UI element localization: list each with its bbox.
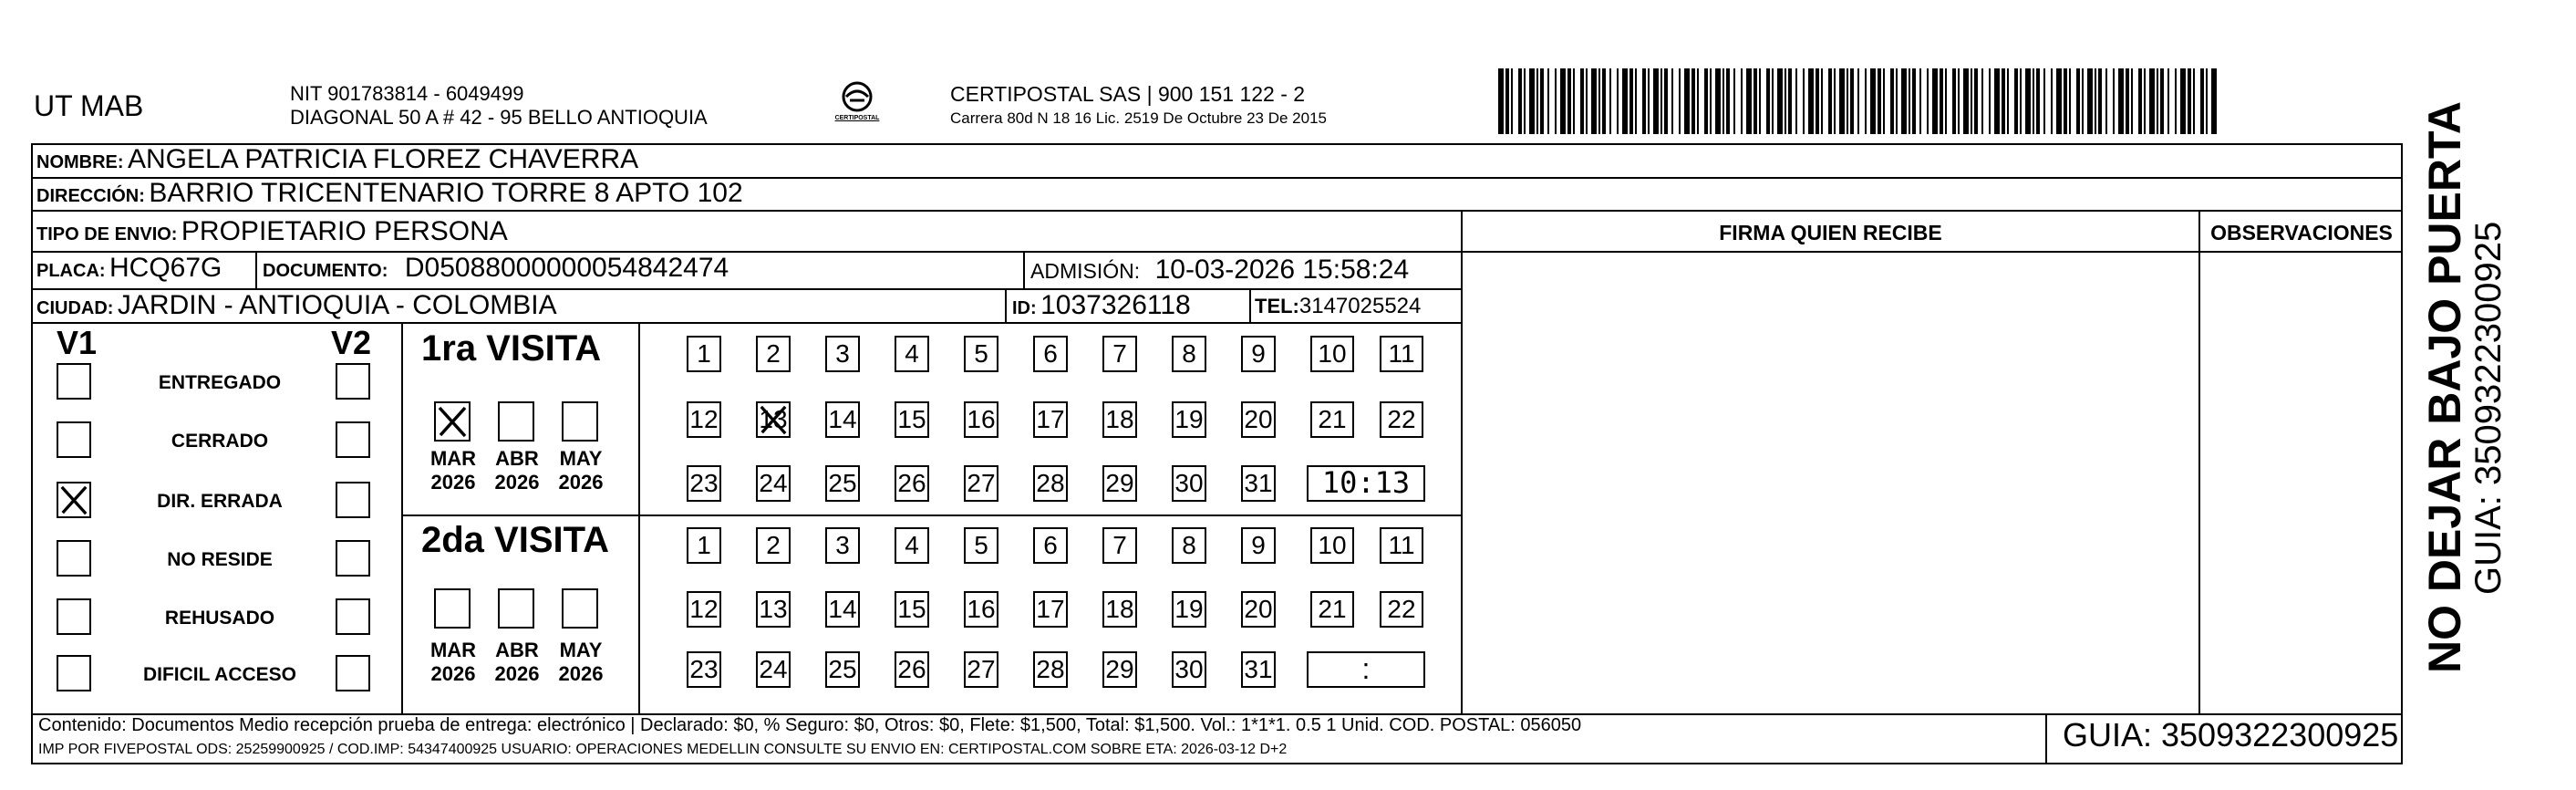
day-box[interactable]: 26 bbox=[895, 465, 929, 502]
name-field bbox=[36, 144, 638, 175]
admission-label: ADMISIÓN: bbox=[1030, 259, 1141, 283]
day-box[interactable]: 24 bbox=[756, 465, 791, 502]
id-label: ID: bbox=[1012, 298, 1037, 318]
day-box[interactable]: 14 bbox=[825, 591, 860, 628]
day-box[interactable]: 10 bbox=[1310, 336, 1354, 372]
day-box[interactable]: 28 bbox=[1033, 465, 1068, 502]
side-guide-number: GUIA: 3509322300925 bbox=[2468, 221, 2509, 595]
day-box[interactable]: 19 bbox=[1172, 401, 1206, 438]
time-box[interactable]: 10:13 bbox=[1307, 465, 1425, 502]
name-value: ANGELA PATRICIA FLOREZ CHAVERRA bbox=[128, 144, 639, 174]
courier-name: CERTIPOSTAL SAS | 900 151 122 - 2 bbox=[950, 82, 1306, 106]
company-address: DIAGONAL 50 A # 42 - 95 BELLO ANTIOQUIA bbox=[290, 106, 708, 129]
month-label: MAR bbox=[429, 639, 477, 661]
month-checkbox[interactable] bbox=[562, 588, 598, 629]
courier-license: Carrera 80d N 18 16 Lic. 2519 De Octubre 23 De 2015 bbox=[950, 109, 1327, 127]
admission-value: 10-03-2026 15:58:24 bbox=[1154, 255, 1410, 285]
day-box[interactable]: 27 bbox=[964, 651, 998, 688]
v1-checkbox[interactable] bbox=[57, 363, 91, 400]
plate-value: HCQ67G bbox=[109, 253, 222, 283]
month-checkbox[interactable] bbox=[562, 401, 598, 442]
month-checkbox[interactable] bbox=[434, 401, 471, 442]
admission-field bbox=[1030, 255, 1409, 286]
day-box[interactable]: 19 bbox=[1172, 591, 1206, 628]
v2-checkbox[interactable] bbox=[336, 363, 370, 400]
day-box[interactable]: 11 bbox=[1380, 527, 1423, 564]
year-label: 2026 bbox=[494, 471, 540, 494]
v1-checkbox[interactable] bbox=[57, 598, 91, 635]
month-label: MAY bbox=[559, 639, 603, 661]
company-name: UT MAB bbox=[34, 89, 144, 122]
barcode bbox=[1498, 68, 2219, 134]
observations-column-header: OBSERVACIONES bbox=[2210, 221, 2393, 244]
shipment-type-field bbox=[36, 216, 508, 247]
day-box[interactable]: 25 bbox=[825, 465, 860, 502]
day-box[interactable]: 5 bbox=[964, 336, 998, 372]
x-mark-icon bbox=[436, 403, 469, 440]
city-field bbox=[36, 290, 557, 321]
day-box[interactable]: 13 bbox=[756, 401, 791, 438]
shipment-type-label: TIPO DE ENVIO: bbox=[36, 224, 178, 244]
day-box[interactable]: 25 bbox=[825, 651, 860, 688]
day-box[interactable]: 23 bbox=[687, 465, 721, 502]
no-dejar-bajo-puerta: NO DEJAR BAJO PUERTA bbox=[2419, 101, 2470, 673]
v2-checkbox[interactable] bbox=[336, 598, 370, 635]
year-label: 2026 bbox=[430, 471, 476, 494]
month-label: ABR bbox=[495, 639, 539, 661]
status-label: ENTREGADO bbox=[158, 372, 282, 393]
day-box[interactable]: 12 bbox=[687, 401, 721, 438]
day-box[interactable]: 20 bbox=[1241, 401, 1276, 438]
day-box[interactable]: 21 bbox=[1310, 591, 1354, 628]
day-box[interactable]: 13 bbox=[756, 591, 791, 628]
tel-label: TEL: bbox=[1255, 295, 1299, 317]
month-checkbox[interactable] bbox=[498, 401, 534, 442]
day-box[interactable]: 30 bbox=[1172, 651, 1206, 688]
day-box[interactable]: 18 bbox=[1102, 591, 1137, 628]
visit-title: 1ra VISITA bbox=[421, 328, 602, 369]
day-box[interactable]: 3 bbox=[825, 527, 860, 564]
day-box[interactable]: 10 bbox=[1310, 527, 1354, 564]
visit-title: 2da VISITA bbox=[421, 520, 609, 560]
v2-checkbox[interactable] bbox=[336, 482, 370, 518]
day-box[interactable]: 8 bbox=[1172, 336, 1206, 372]
day-box[interactable]: 11 bbox=[1380, 336, 1423, 372]
day-box[interactable]: 7 bbox=[1102, 527, 1137, 564]
year-label: 2026 bbox=[430, 662, 476, 685]
v1-checkbox[interactable] bbox=[57, 482, 91, 518]
day-box[interactable]: 1 bbox=[687, 336, 721, 372]
day-box[interactable]: 30 bbox=[1172, 465, 1206, 502]
day-box[interactable]: 17 bbox=[1033, 591, 1068, 628]
document-value: D05088000000054842474 bbox=[404, 253, 729, 283]
city-value: JARDIN - ANTIOQUIA - COLOMBIA bbox=[117, 290, 557, 320]
day-box[interactable]: 17 bbox=[1033, 401, 1068, 438]
day-box[interactable]: 21 bbox=[1310, 401, 1354, 438]
day-box[interactable]: 29 bbox=[1102, 651, 1137, 688]
plate-field bbox=[36, 253, 222, 284]
month-label: MAY bbox=[559, 447, 603, 470]
day-box[interactable]: 22 bbox=[1380, 591, 1423, 628]
day-box[interactable]: 26 bbox=[895, 651, 929, 688]
day-box[interactable]: 31 bbox=[1241, 465, 1276, 502]
day-box[interactable]: 3 bbox=[825, 336, 860, 372]
day-box[interactable]: 29 bbox=[1102, 465, 1137, 502]
status-label: REHUSADO bbox=[164, 608, 275, 629]
day-box[interactable]: 28 bbox=[1033, 651, 1068, 688]
year-label: 2026 bbox=[494, 662, 540, 685]
v1-header: V1 bbox=[57, 324, 98, 361]
status-label: CERRADO bbox=[171, 431, 269, 452]
day-box[interactable]: 22 bbox=[1380, 401, 1423, 438]
shipment-type-value: PROPIETARIO PERSONA bbox=[181, 216, 508, 246]
document-field bbox=[263, 253, 729, 284]
day-box[interactable]: 2 bbox=[756, 527, 791, 564]
address-label: DIRECCIÓN: bbox=[36, 186, 145, 206]
v1-checkbox[interactable] bbox=[57, 540, 91, 577]
id-field bbox=[1012, 290, 1191, 321]
status-label: DIFICIL ACCESO bbox=[142, 664, 296, 685]
v1-checkbox[interactable] bbox=[57, 421, 91, 458]
observations-area[interactable] bbox=[2200, 252, 2402, 712]
day-box[interactable]: 12 bbox=[687, 591, 721, 628]
v2-checkbox[interactable] bbox=[336, 540, 370, 577]
day-box[interactable]: 24 bbox=[756, 651, 791, 688]
v2-header: V2 bbox=[331, 324, 372, 361]
plate-label: PLACA: bbox=[36, 261, 106, 281]
footer-print-info: IMP POR FIVEPOSTAL ODS: 25259900925 / COD.IMP: 54347400925 USUARIO: OPERACIONES MEDELLIN CONSULTE SU ENVIO EN: CERTIPOSTAL.COM SOBRE ETA: 2026-03-12 D+2 bbox=[38, 742, 1288, 757]
day-box[interactable]: 15 bbox=[895, 591, 929, 628]
day-box[interactable]: 16 bbox=[964, 401, 998, 438]
logo-caption: CERTIPOSTAL bbox=[834, 115, 880, 121]
month-checkbox[interactable] bbox=[434, 588, 471, 629]
day-box[interactable]: 27 bbox=[964, 465, 998, 502]
year-label: 2026 bbox=[558, 471, 604, 494]
tel-field bbox=[1255, 294, 1421, 319]
x-mark-icon bbox=[758, 403, 789, 436]
v2-checkbox[interactable] bbox=[336, 655, 370, 691]
day-box[interactable]: 9 bbox=[1241, 527, 1276, 564]
day-box[interactable]: 4 bbox=[895, 527, 929, 564]
day-box[interactable]: 20 bbox=[1241, 591, 1276, 628]
footer-guide-number: GUIA: 3509322300925 bbox=[2063, 716, 2399, 754]
status-label: DIR. ERRADA bbox=[157, 491, 283, 512]
id-value: 1037326118 bbox=[1040, 290, 1191, 320]
tel-value: 3147025524 bbox=[1298, 294, 1422, 318]
city-label: CIUDAD: bbox=[36, 298, 114, 318]
signature-area[interactable] bbox=[1463, 252, 2198, 712]
name-label: NOMBRE: bbox=[36, 152, 124, 172]
signature-column-header: FIRMA QUIEN RECIBE bbox=[1719, 221, 1942, 244]
day-box[interactable]: 8 bbox=[1172, 527, 1206, 564]
month-label: ABR bbox=[495, 447, 539, 470]
document-label: DOCUMENTO: bbox=[263, 261, 388, 281]
day-box[interactable]: 15 bbox=[895, 401, 929, 438]
status-label: NO RESIDE bbox=[167, 549, 273, 570]
v1-checkbox[interactable] bbox=[57, 655, 91, 691]
day-box[interactable]: 6 bbox=[1033, 336, 1068, 372]
day-box[interactable]: 4 bbox=[895, 336, 929, 372]
company-nit: NIT 901783814 - 6049499 bbox=[290, 82, 524, 105]
address-value: BARRIO TRICENTENARIO TORRE 8 APTO 102 bbox=[149, 178, 743, 208]
day-box[interactable]: 5 bbox=[964, 527, 998, 564]
day-box[interactable]: 16 bbox=[964, 591, 998, 628]
time-box[interactable]: : bbox=[1307, 651, 1425, 688]
year-label: 2026 bbox=[558, 662, 604, 685]
month-checkbox[interactable] bbox=[498, 588, 534, 629]
address-field bbox=[36, 178, 743, 209]
side-text-container bbox=[2419, 101, 2509, 673]
day-box[interactable]: 23 bbox=[687, 651, 721, 688]
day-box[interactable]: 1 bbox=[687, 527, 721, 564]
day-box[interactable]: 7 bbox=[1102, 336, 1137, 372]
footer-content: Contenido: Documentos Medio recepción prueba de entrega: electrónico | Declarado: $0, % Seguro: $0, Otros: $0, Flete: $1,500, Total: $1,500. Vol.: 1*1*1. 0.5 1 Unid. COD. POSTAL: 056050 bbox=[38, 715, 1582, 735]
month-label: MAR bbox=[429, 447, 477, 470]
x-mark-icon bbox=[58, 483, 89, 516]
day-box[interactable]: 31 bbox=[1241, 651, 1276, 688]
day-box[interactable]: 14 bbox=[825, 401, 860, 438]
certipostal-logo bbox=[830, 78, 885, 130]
day-box[interactable]: 9 bbox=[1241, 336, 1276, 372]
certipostal-logo-icon bbox=[830, 78, 885, 130]
day-box[interactable]: 6 bbox=[1033, 527, 1068, 564]
v2-checkbox[interactable] bbox=[336, 421, 370, 458]
day-box[interactable]: 18 bbox=[1102, 401, 1137, 438]
day-box[interactable]: 2 bbox=[756, 336, 791, 372]
